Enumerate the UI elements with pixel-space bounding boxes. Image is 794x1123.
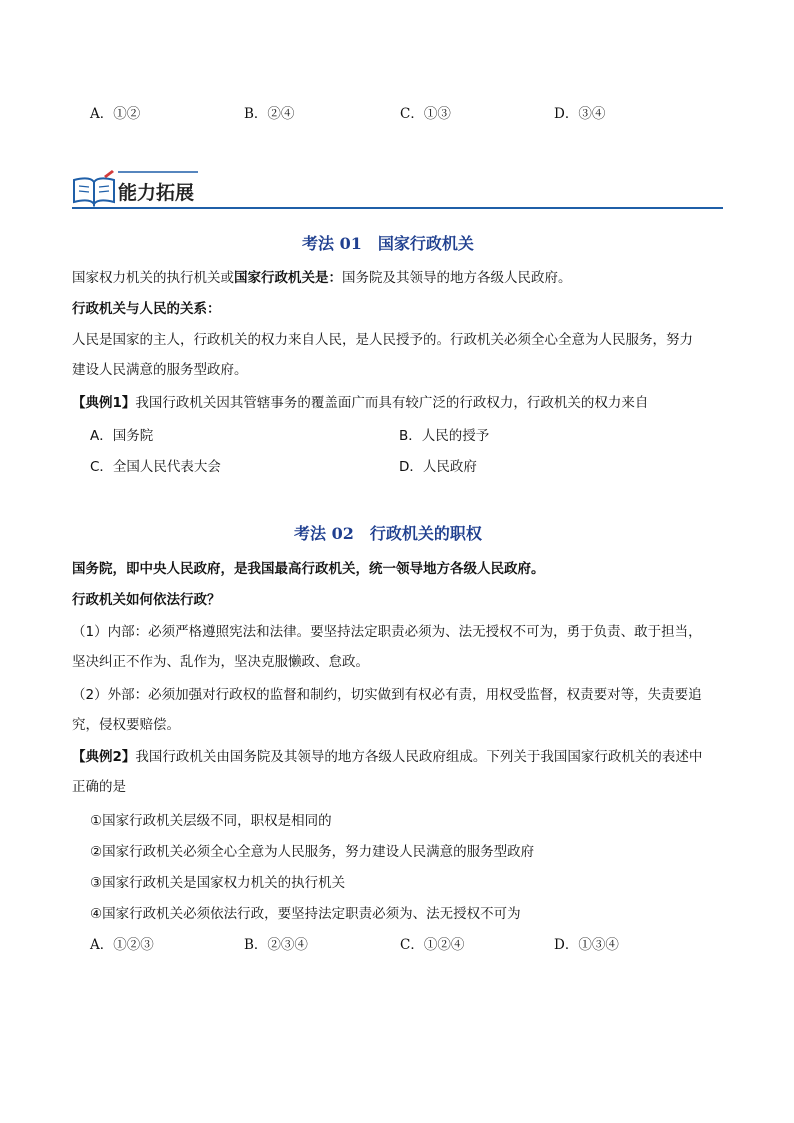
example2-option-d: D．①③④ [554,937,619,953]
example1-option-d: D．人民政府 [399,459,477,475]
top-option-d: D．③④ [554,106,606,122]
example2-line1 [72,747,702,767]
top-option-c: C．①③ [400,106,451,122]
statement-1: ①国家行政机关层级不同，职权是相同的 [90,813,332,829]
method1-para-line1: 人民是国家的主人，行政机关的权力来自人民，是人民授予的。行政机关必须全心全意为人民服务，努力 [72,332,693,348]
example1-label: 【典例1】 [72,395,136,411]
example2-label: 【典例2】 [72,749,136,765]
method1-definition [72,268,572,288]
method2-definition: 国务院，即中央人民政府，是我国最高行政机关，统一领导地方各级人民政府。 [72,561,545,577]
method2-external-line1: （2）外部：必须加强对行政权的监督和制约，切实做到有权必有责，用权受监督，权责要对等，失责要追 [72,687,702,703]
top-option-a: A．①② [90,106,141,122]
section-divider [72,207,723,209]
example2-line2: 正确的是 [72,779,126,795]
example1-text: 我国行政机关因其管辖事务的覆盖面广而具有较广泛的行政权力，行政机关的权力来自 [135,395,649,411]
method1-para-line2: 建设人民满意的服务型政府。 [72,362,248,378]
statement-2: ②国家行政机关必须全心全意为人民服务，努力建设人民满意的服务型政府 [90,844,535,860]
def-connector: 或 [220,270,234,286]
example1-option-a: A．国务院 [90,428,154,444]
method2-subhead: 行政机关如何依法行政？ [72,592,221,608]
method2-external-line2: 究，侵权要赔偿。 [72,717,180,733]
example1-option-c: C．全国人民代表大会 [90,459,221,475]
method2-internal-line1: （1）内部：必须严格遵照宪法和法律。要坚持法定职责必须为、法无授权不可为，勇于负责、敢于担当， [72,624,702,640]
example1 [72,393,648,413]
example2-option-a: A．①②③ [90,937,154,953]
example2-text: 我国行政机关由国务院及其领导的地方各级人民政府组成。下列关于我国国家行政机关的表述中 [135,749,703,765]
section-title: 能力拓展 [118,182,195,204]
statement-3: ③国家行政机关是国家权力机关的执行机关 [90,875,346,891]
method2-internal-line2: 坚决纠正不作为、乱作为，坚决克服懒政、怠政。 [72,654,369,670]
statement-4: ④国家行政机关必须依法行政，要坚持法定职责必须为、法无授权不可为 [90,906,521,922]
top-option-b: B．②④ [244,106,295,122]
method2-title: 考法 02 行政机关的职权 [294,524,482,543]
def-term-b: 国家行政机关是： [234,270,342,286]
method1-subhead: 行政机关与人民的关系： [72,301,221,317]
example1-option-b: B．人民的授予 [399,428,490,444]
example2-option-c: C．①②④ [400,937,465,953]
method1-title: 考法 01 国家行政机关 [302,234,474,253]
def-rest: 国务院及其领导的地方各级人民政府。 [342,270,572,286]
def-term-a: 国家权力机关的执行机关 [72,270,221,286]
example2-option-b: B．②③④ [244,937,308,953]
